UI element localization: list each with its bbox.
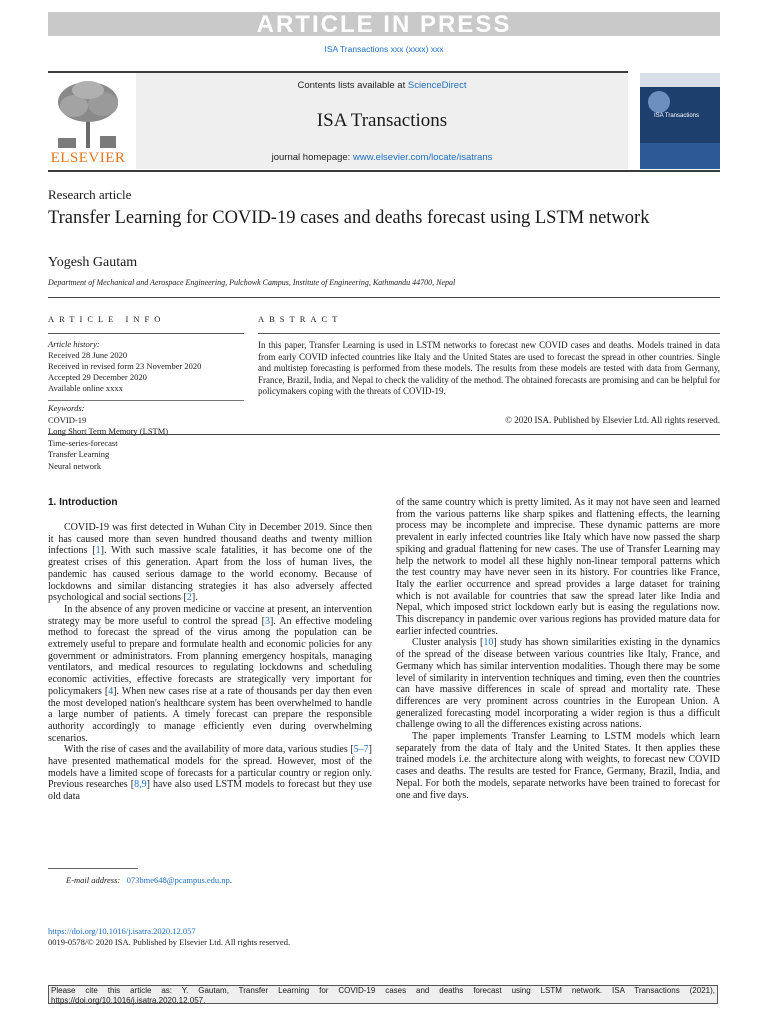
paragraph: With the rise of cases and the availability of more data, various studies [5–7] have presented mathematical models for the spread. However, most of the models have a limited scope of forecasts for a particular country or region only. Previous researches [8,9] have also used LSTM models to forecast but they use old data xyxy=(48,744,372,803)
volume-line[interactable]: ISA Transactions xxx (xxxx) xxx xyxy=(324,44,444,54)
journal-name: ISA Transactions xyxy=(316,110,448,131)
paragraph: Cluster analysis [10] study has shown similarities existing in the dynamics of the spread of the disease between various countries like Italy, France, and Germany which has similar intervention modalities. Though there may be some level of similarity in intervention techniques and timing, even then the countries can have massive differences in scale of spread and mortality rate. These differences are very prominent across countries in the European Union. A generalized forecasting model incorporating a wider region is thus a difficult challenge owing to all the differences existing across nations. xyxy=(396,637,720,731)
history-online: Available online xxxx xyxy=(48,383,123,393)
cover-bottom-band xyxy=(640,143,720,169)
article-type: Research article xyxy=(48,187,132,202)
author-name[interactable]: Yogesh Gautam xyxy=(48,255,138,270)
citation-link[interactable]: 5–7 xyxy=(353,744,369,756)
citation-link[interactable]: 4 xyxy=(108,685,114,697)
keyword: Transfer Learning xyxy=(48,449,110,459)
keywords-list xyxy=(48,403,248,472)
history-accepted: Accepted 29 December 2020 xyxy=(48,372,147,382)
journal-cover-thumbnail xyxy=(640,73,720,169)
doi-link[interactable]: https://doi.org/10.1016/j.isatra.2020.12.057 xyxy=(48,926,196,936)
cover-title: ISA Transactions xyxy=(654,113,700,119)
abstract-bottom-rule xyxy=(48,434,720,435)
info-rule xyxy=(48,333,244,334)
article-in-press-banner: ARTICLE IN PRESS xyxy=(48,12,720,36)
keywords-label: Keywords: xyxy=(48,403,85,413)
footnote-rule xyxy=(48,868,138,869)
masthead-rule xyxy=(48,170,720,172)
keywords-rule xyxy=(48,400,244,401)
citation-link[interactable]: 2 xyxy=(186,592,192,604)
citation-box: Please cite this article as: Y. Gautam, Transfer Learning for COVID-19 cases and deaths forecast using LSTM network. ISA Transactions (2021), https://doi.org/10.1016/j.isatra.2020.12.057. xyxy=(48,985,718,1004)
publisher-name: ELSEVIER xyxy=(50,150,126,166)
sciencedirect-link[interactable]: ScienceDirect xyxy=(407,80,467,91)
paragraph: In the absence of any proven medicine or vaccine at present, an intervention strategy may be more useful to control the spread [3]. An effective modeling method to forecast the spread of the virus among the population can be extremely useful to prepare and formulate health and economic policies for any government or administrators. From planning emergency hospitals, managing ventilators, and medical resources to regulating lockdowns and scheduling economic activities, effective forecasts are strategically very important for policymakers [4]. When new cases rise at a rate of thousands per day then even the most developed nation's healthcare system has been overwhelmed to handle a large number of patients. A timely forecast can prepare the responsible authority accordingly to manage efficiently even during overwhelming scenarios. xyxy=(48,603,373,744)
keyword: COVID-19 xyxy=(48,414,87,425)
abstract-heading: ABSTRACT xyxy=(258,314,343,324)
homepage-line xyxy=(136,152,628,163)
cover-top-band xyxy=(640,73,720,87)
history-revised: Received in revised form 23 November 2020 xyxy=(48,361,202,371)
paragraph: COVID-19 was first detected in Wuhan City in December 2019. Since then it has caused more than seven hundred thousand deaths and twenty million infections [1]. With such massive scale fatalities, it has become one of the greatest crises of this generation. Apart from the loss of human lives, the pandemic has caused serious damage to the world economy. Because of lockdowns and similar distancing strategies it has also adversely affected psychological and social sections [2]. xyxy=(48,522,373,604)
article-history xyxy=(48,339,248,394)
email-link[interactable]: 073bme648@pcampus.edu.np xyxy=(126,875,230,885)
paragraph: of the same country which is pretty limited. As it may not have seen and learned from the various patterns like sharp spikes and flattening effects, the learning process may be incomplete and imprecise. These dynamic patterns are more prevalent in early infected countries like Italy which have now passed the sharp spiking and gradual flattening for new cases. The use of Transfer Learning may help the network to model all these highly non-linear temporal patterns which the test country may have never seen in its history. For countries like France, Italy the earlier occurrence and spread provides a large dataset for training which is not available for countries that saw the spread later like India and Nepal, which imposed strict lockdown early but is easing the regulations now. This discrepancy in pandemic over various regions has provided mature data for earlier infected countries. xyxy=(396,497,720,637)
homepage-prefix: journal homepage: xyxy=(271,152,353,163)
contents-prefix: Contents lists available at xyxy=(297,80,408,91)
history-label: Article history: xyxy=(48,339,100,349)
citation-link[interactable]: 3 xyxy=(264,615,270,627)
body-column-left xyxy=(48,522,372,803)
body-column-right xyxy=(396,497,720,801)
article-title: Transfer Learning for COVID-19 cases and deaths forecast using LSTM network xyxy=(48,208,650,228)
history-received: Received 28 June 2020 xyxy=(48,350,128,360)
affiliation-rule xyxy=(48,297,720,298)
citation-link[interactable]: 8,9 xyxy=(134,779,147,791)
abstract-copyright: © 2020 ISA. Published by Elsevier Ltd. All rights reserved. xyxy=(505,415,720,425)
keyword: Neural network xyxy=(48,460,102,471)
citation-link[interactable]: 10 xyxy=(483,637,494,649)
contents-line xyxy=(136,80,628,91)
citation-link[interactable]: 1 xyxy=(95,545,101,557)
affiliation: Department of Mechanical and Aerospace Engineering, Pulchowk Campus, Institute of Engineering, Kathmandu 44700, Nepal xyxy=(48,278,456,287)
abstract-text: In this paper, Transfer Learning is used in LSTM networks to forecast new COVID cases and deaths. Models trained in data from early COVID infected countries like Italy and the United States are used to forecast the spread in other countries. Single and multistep forecasting is performed from these models. The results from these models are tested with data from Germany, France, Brazil, India, and Nepal to check the validity of the method. The obtained forecasts are promising and can be helpful for policymakers coping with the threats of COVID-19. xyxy=(258,340,720,397)
email-footnote: E-mail address: 073bme648@pcampus.edu.np. xyxy=(66,875,232,885)
homepage-link[interactable]: www.elsevier.com/locate/isatrans xyxy=(352,152,493,163)
section-heading-introduction: 1. Introduction xyxy=(48,497,118,508)
issn-line: 0019-0578/© 2020 ISA. Published by Elsevier Ltd. All rights reserved. xyxy=(48,937,291,947)
keyword: Long Short Term Memory (LSTM) xyxy=(48,426,169,436)
cover-emblem xyxy=(648,91,670,113)
article-info-heading: ARTICLE INFO xyxy=(48,314,166,324)
keyword: Time-series-forecast xyxy=(48,437,118,448)
email-label: E-mail address: xyxy=(66,875,121,885)
paragraph: The paper implements Transfer Learning to LSTM models which learn separately from the data of Italy and the United States. It then applies these trained models i.e. the architecture along with weights, to forecast new COVID cases and deaths. The results are tested for France, Germany, Brazil, India, and Nepal. For both the models, separate networks have been trained to forecast for one and five days. xyxy=(396,731,720,801)
abstract-rule xyxy=(258,333,720,334)
